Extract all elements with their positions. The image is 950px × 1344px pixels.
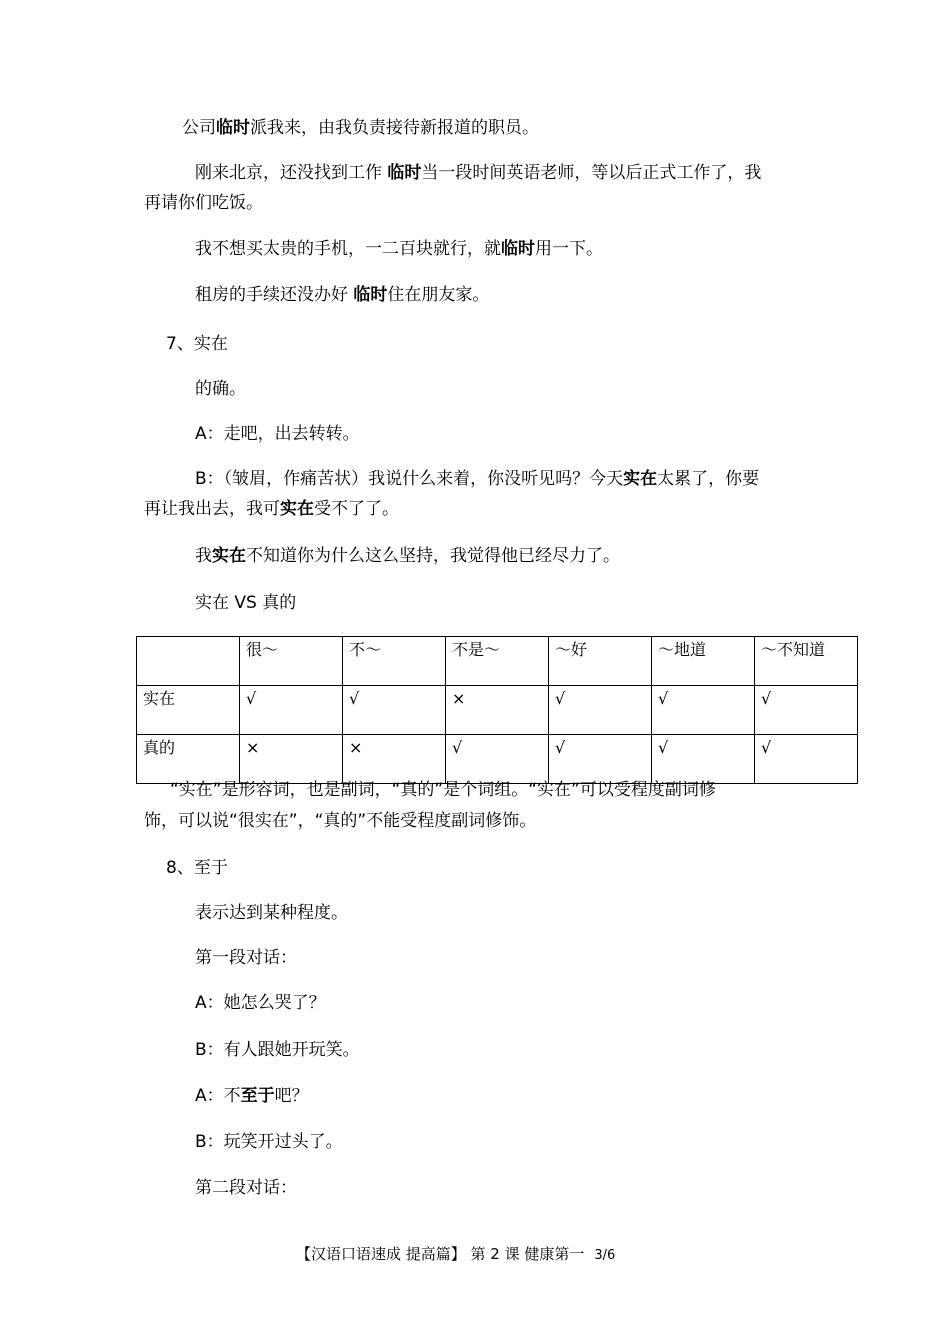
example-line-2: 刚来北京，还没找到工作 临时当一段时间英语老师，等以后正式工作了，我 <box>195 163 762 183</box>
dialogue-line-a1: A：她怎么哭了？ <box>195 993 326 1013</box>
table-cell <box>137 637 240 686</box>
dialogue-line-a2: A：不至于吧？ <box>195 1086 309 1106</box>
table-cell: √ <box>652 735 755 784</box>
example-line-5: 我实在不知道你为什么这么坚持，我觉得他已经尽力了。 <box>195 546 620 566</box>
table-cell: √ <box>549 735 652 784</box>
table-cell: √ <box>240 686 343 735</box>
comparison-title: 实在 VS 真的 <box>195 593 297 613</box>
table-cell: 很～ <box>240 637 343 686</box>
example-line-3: 我不想买太贵的手机，一二百块就行，就临时用一下。 <box>195 239 603 259</box>
table-cell: × <box>343 735 446 784</box>
table-cell: √ <box>549 686 652 735</box>
dialogue-a: A：走吧，出去转转。 <box>195 424 360 444</box>
example-line-4: 租房的手续还没办好 临时住在朋友家。 <box>195 285 490 305</box>
explanation-line-cont: 饰，可以说“很实在”，“真的”不能受程度副词修饰。 <box>144 811 537 831</box>
table-cell: ～地道 <box>652 637 755 686</box>
table-cell: √ <box>652 686 755 735</box>
dialogue-heading-2: 第二段对话： <box>195 1178 297 1198</box>
table-cell: √ <box>343 686 446 735</box>
table-header-row <box>137 637 858 686</box>
table-row <box>137 686 858 735</box>
dialogue-line-b2: B：玩笑开过头了。 <box>195 1132 343 1152</box>
example-line-1: 公司临时派我来，由我负责接待新报道的职员。 <box>182 118 539 138</box>
table-row <box>137 735 858 784</box>
dialogue-heading-1: 第一段对话： <box>195 948 297 968</box>
footer-title: 【汉语口语速成 提高篇】 第 2 课 健康第一 <box>296 1245 585 1263</box>
example-line-2-cont: 再请你们吃饭。 <box>144 193 263 213</box>
page-number: 3/6 <box>594 1248 616 1263</box>
comparison-table <box>136 636 858 784</box>
table-cell: 实在 <box>137 686 240 735</box>
table-cell: ～好 <box>549 637 652 686</box>
table-cell: × <box>240 735 343 784</box>
table-cell: √ <box>446 735 549 784</box>
dialogue-b-cont: 再让我出去，我可实在受不了了。 <box>144 499 399 519</box>
section-heading-8: 8、至于 <box>166 858 228 878</box>
explanation-line: “实在”是形容词，也是副词，“真的”是个词组。“实在”可以受程度副词修 <box>170 780 716 800</box>
dialogue-b: B：（皱眉，作痛苦状）我说什么来着，你没听见吗？今天实在太累了，你要 <box>195 469 760 489</box>
table-cell: √ <box>755 735 858 784</box>
table-cell: ～不知道 <box>755 637 858 686</box>
section-heading-7: 7、实在 <box>166 334 228 354</box>
table-cell: 不是～ <box>446 637 549 686</box>
table-cell: × <box>446 686 549 735</box>
page-footer <box>296 1244 615 1266</box>
table-cell: 不～ <box>343 637 446 686</box>
dialogue-line-b1: B：有人跟她开玩笑。 <box>195 1040 360 1060</box>
definition-line-8: 表示达到某种程度。 <box>195 903 348 923</box>
table-cell: √ <box>755 686 858 735</box>
table-cell: 真的 <box>137 735 240 784</box>
definition-line: 的确。 <box>195 379 246 399</box>
